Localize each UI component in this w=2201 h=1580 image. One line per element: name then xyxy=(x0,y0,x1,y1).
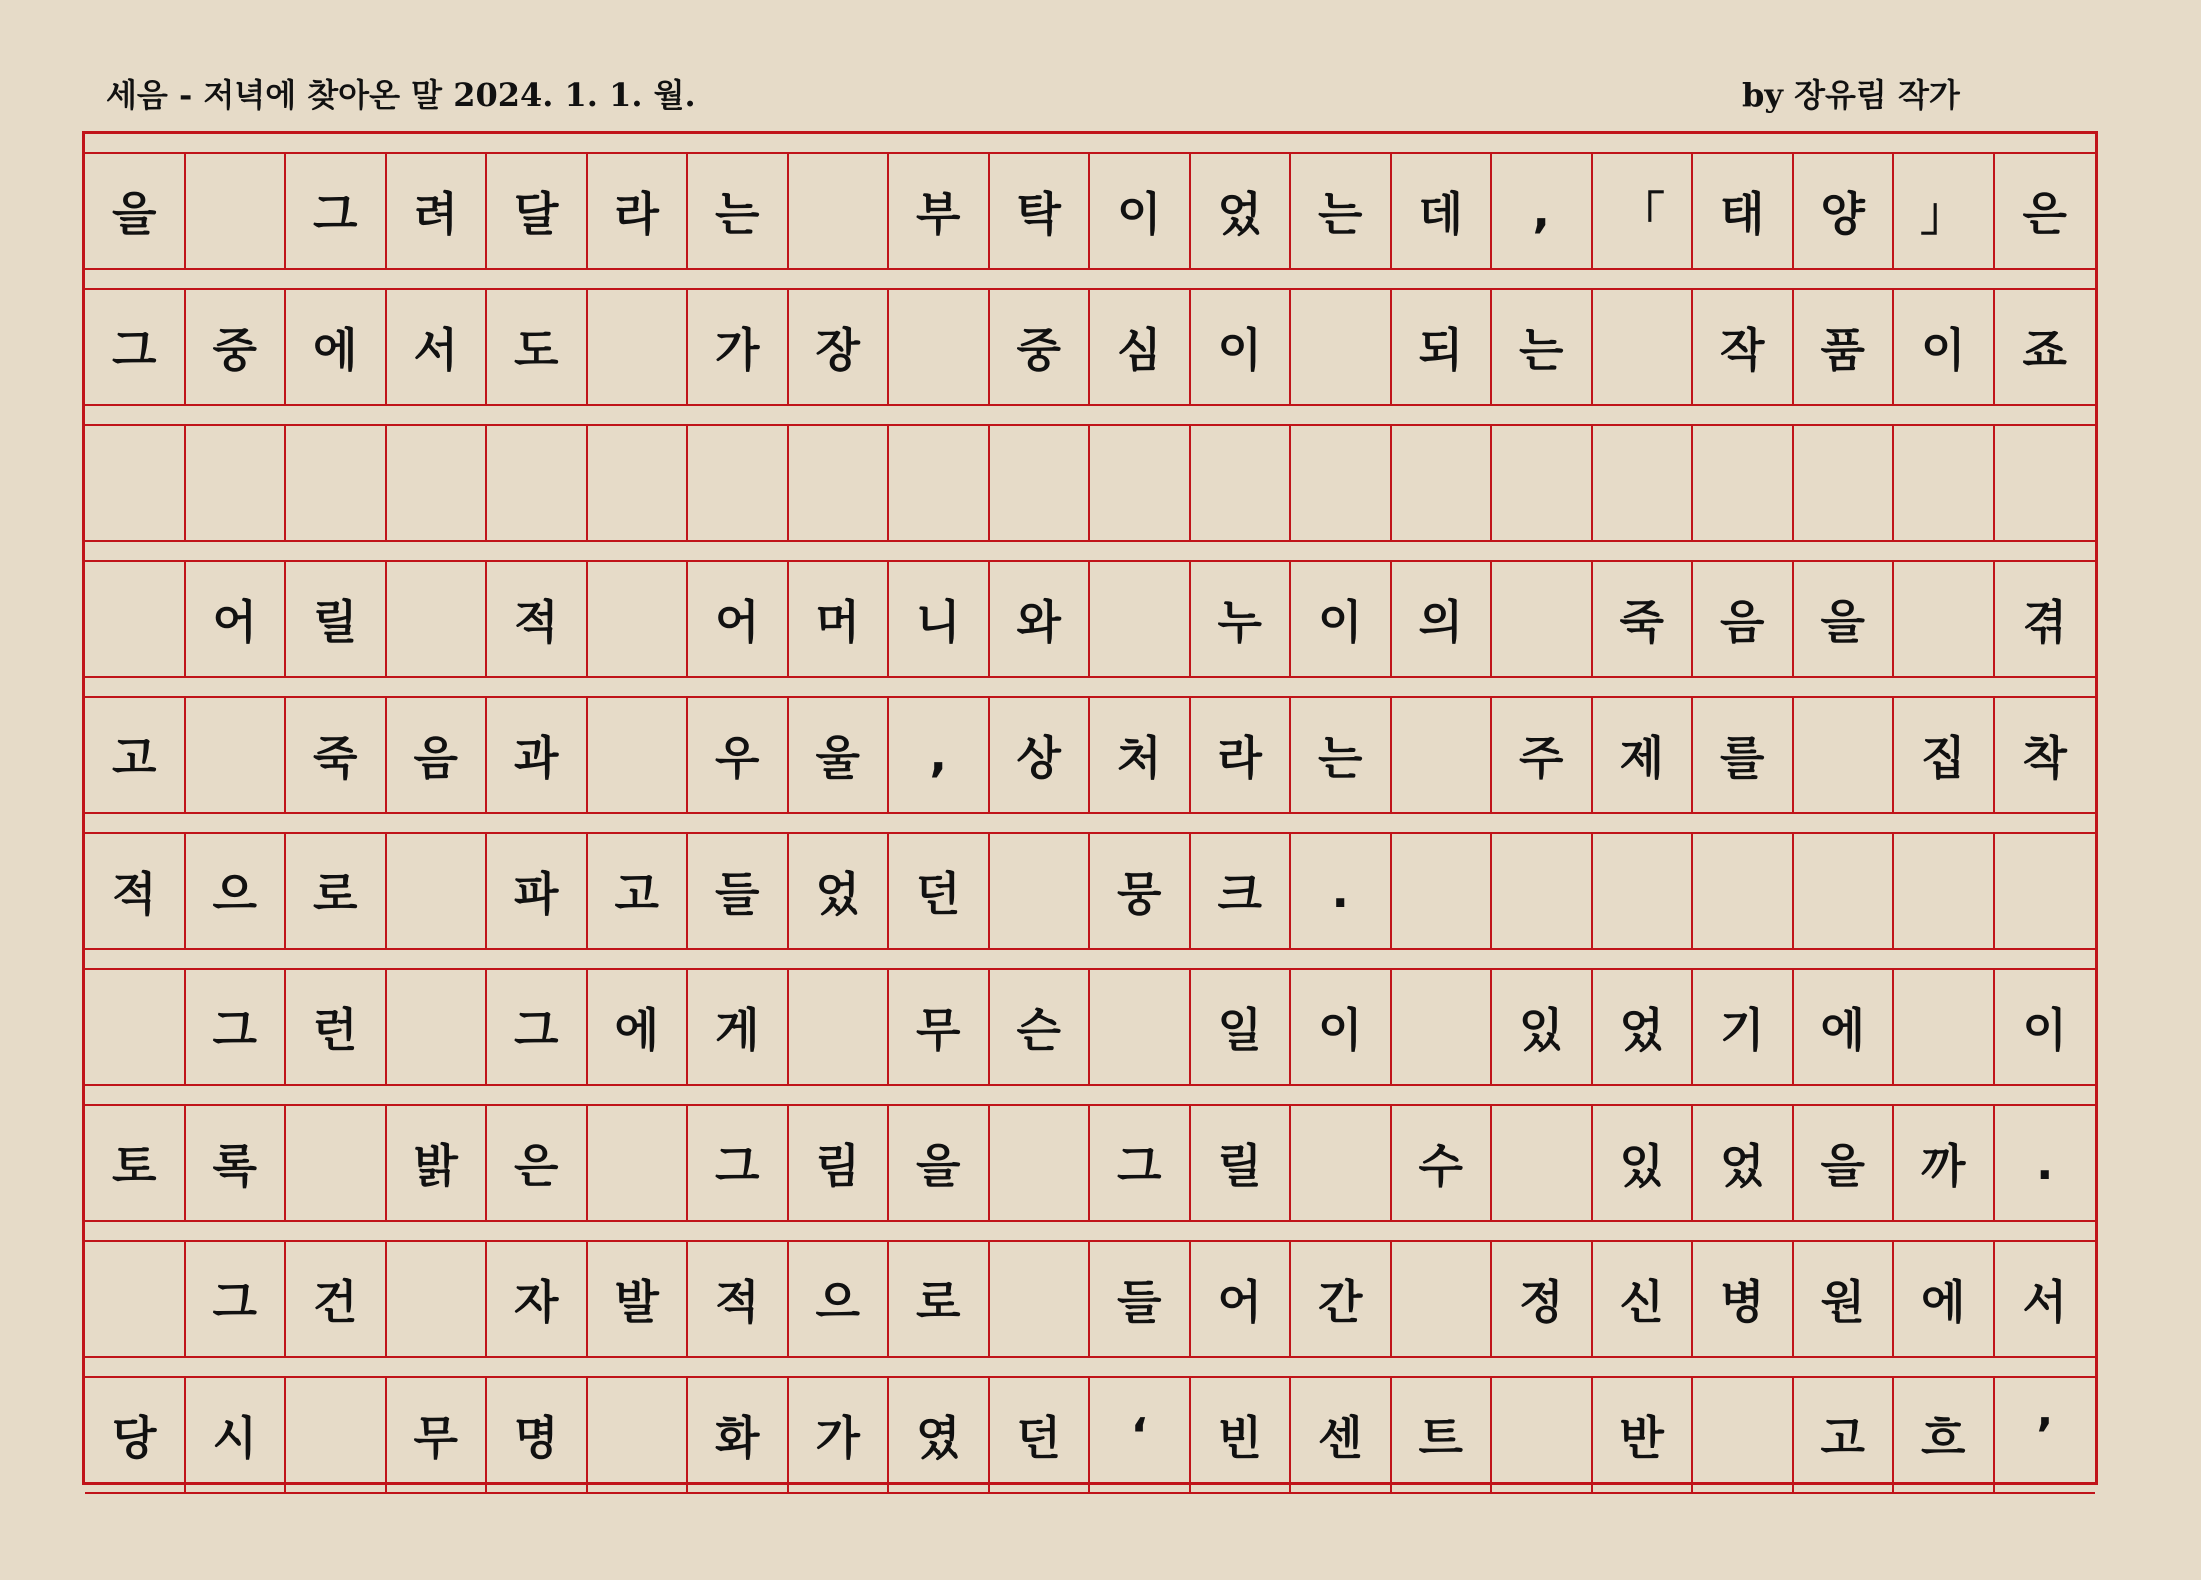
grid-cell xyxy=(889,426,990,540)
grid-cell xyxy=(990,1106,1091,1220)
grid-cell: 화 xyxy=(688,1378,789,1492)
grid-cell xyxy=(588,562,689,676)
grid-cell: 밝 xyxy=(387,1106,488,1220)
grid-cell xyxy=(1492,834,1593,948)
grid-cell xyxy=(588,1378,689,1492)
grid-cell: 려 xyxy=(387,154,488,268)
grid-cell xyxy=(1693,1378,1794,1492)
grid-cell xyxy=(85,562,186,676)
manuscript-row xyxy=(85,290,2095,406)
grid-cell xyxy=(1492,562,1593,676)
header-author: by 장유림 작가 xyxy=(1742,76,1960,114)
grid-cell xyxy=(1090,562,1191,676)
grid-cell: 서 xyxy=(2022,1275,2067,1329)
grid-cell: 으 xyxy=(789,1242,890,1356)
grid-cell xyxy=(588,426,689,540)
grid-cell xyxy=(889,290,990,404)
grid-cell: 록 xyxy=(186,1106,287,1220)
grid-cell: , xyxy=(889,698,990,812)
grid-cell xyxy=(85,426,186,540)
manuscript-row xyxy=(85,970,2095,1086)
row-gap xyxy=(85,1222,2095,1242)
grid-cell xyxy=(1392,426,1493,540)
grid-cell: 음 xyxy=(387,698,488,812)
grid-cell: 을 xyxy=(889,1106,990,1220)
grid-cell xyxy=(85,1242,186,1356)
grid-cell xyxy=(487,426,588,540)
grid-cell: 은 xyxy=(487,1106,588,1220)
grid-cell: 는 xyxy=(1492,290,1593,404)
grid-cell: 누 xyxy=(1191,562,1292,676)
row-gap xyxy=(85,270,2095,290)
grid-cell xyxy=(387,426,488,540)
row-gap xyxy=(85,406,2095,426)
grid-cell xyxy=(1693,834,1794,948)
manuscript-row xyxy=(85,698,2095,814)
grid-cell: 와 xyxy=(990,562,1091,676)
grid-cell: 었 xyxy=(1593,970,1694,1084)
grid-cell: 어 xyxy=(186,562,287,676)
grid-cell: 상 xyxy=(990,698,1091,812)
grid-cell: 어 xyxy=(688,562,789,676)
grid-cell: 뭉 xyxy=(1090,834,1191,948)
grid-cell: 건 xyxy=(286,1242,387,1356)
grid-cell: 기 xyxy=(1693,970,1794,1084)
manuscript-row xyxy=(85,1378,2095,1494)
grid-cell: 」 xyxy=(1894,154,1995,268)
grid-cell: 명 xyxy=(487,1378,588,1492)
grid-cell xyxy=(1492,1378,1593,1492)
grid-cell: 적 xyxy=(85,834,186,948)
grid-cell: 는 xyxy=(688,154,789,268)
grid-cell xyxy=(1392,834,1493,948)
grid-cell: 었 xyxy=(789,834,890,948)
grid-cell xyxy=(1191,426,1292,540)
grid-cell: 에 xyxy=(286,290,387,404)
grid-cell: 었 xyxy=(1191,154,1292,268)
grid-cell xyxy=(1894,426,1995,540)
grid-cell: 무 xyxy=(387,1378,488,1492)
grid-cell: 었 xyxy=(1693,1106,1794,1220)
grid-cell: 도 xyxy=(487,290,588,404)
grid-cell xyxy=(1693,426,1794,540)
grid-cell: 이 xyxy=(1191,290,1292,404)
grid-cell xyxy=(688,426,789,540)
grid-cell: 과 xyxy=(487,698,588,812)
grid-cell: 에 xyxy=(1794,970,1895,1084)
grid-cell xyxy=(1392,970,1493,1084)
grid-cell xyxy=(1894,562,1995,676)
grid-cell: ’ xyxy=(2036,1408,2054,1462)
grid-cell xyxy=(1894,834,1995,948)
grid-cell: 고 xyxy=(1794,1378,1895,1492)
grid-cell: 일 xyxy=(1191,970,1292,1084)
grid-cell: 그 xyxy=(1090,1106,1191,1220)
grid-cell: 으 xyxy=(186,834,287,948)
manuscript-row xyxy=(85,426,2095,542)
grid-cell: 중 xyxy=(990,290,1091,404)
grid-cell: 품 xyxy=(1794,290,1895,404)
grid-cell xyxy=(1291,426,1392,540)
grid-cell: 그 xyxy=(286,154,387,268)
grid-cell: 간 xyxy=(1291,1242,1392,1356)
grid-cell: 은 xyxy=(2022,187,2067,241)
grid-cell: 어 xyxy=(1191,1242,1292,1356)
grid-cell xyxy=(286,426,387,540)
grid-cell: 릴 xyxy=(286,562,387,676)
grid-cell: 겪 xyxy=(2022,595,2067,649)
grid-cell: 의 xyxy=(1392,562,1493,676)
manuscript-row xyxy=(85,1106,2095,1222)
grid-cell: 시 xyxy=(186,1378,287,1492)
grid-cell xyxy=(286,1378,387,1492)
grid-cell: 토 xyxy=(85,1106,186,1220)
grid-cell: 죠 xyxy=(2022,323,2067,377)
grid-cell: 를 xyxy=(1693,698,1794,812)
grid-cell: 수 xyxy=(1392,1106,1493,1220)
grid-cell: 림 xyxy=(789,1106,890,1220)
grid-cell xyxy=(186,698,287,812)
grid-cell: 죽 xyxy=(286,698,387,812)
grid-cell: 부 xyxy=(889,154,990,268)
grid-cell xyxy=(1392,698,1493,812)
grid-cell: 그 xyxy=(487,970,588,1084)
grid-cell: 파 xyxy=(487,834,588,948)
grid-cell: 처 xyxy=(1090,698,1191,812)
grid-cell xyxy=(1291,1106,1392,1220)
grid-cell xyxy=(387,970,488,1084)
grid-cell xyxy=(588,290,689,404)
grid-cell: 까 xyxy=(1894,1106,1995,1220)
grid-cell: 심 xyxy=(1090,290,1191,404)
grid-cell xyxy=(1090,426,1191,540)
grid-cell: , xyxy=(1492,154,1593,268)
grid-cell: 있 xyxy=(1492,970,1593,1084)
grid-cell: 고 xyxy=(588,834,689,948)
grid-cell: 있 xyxy=(1593,1106,1694,1220)
grid-cell: 제 xyxy=(1593,698,1694,812)
grid-cell: 에 xyxy=(588,970,689,1084)
grid-cell: 가 xyxy=(688,290,789,404)
grid-cell: 집 xyxy=(1894,698,1995,812)
grid-cell: 라 xyxy=(1191,698,1292,812)
grid-cell: 음 xyxy=(1693,562,1794,676)
grid-cell: 죽 xyxy=(1593,562,1694,676)
grid-cell: 센 xyxy=(1291,1378,1392,1492)
grid-cell: 달 xyxy=(487,154,588,268)
grid-cell: 던 xyxy=(990,1378,1091,1492)
grid-cell: 이 xyxy=(1090,154,1191,268)
row-gap xyxy=(85,1086,2095,1106)
grid-cell: 는 xyxy=(1291,698,1392,812)
grid-cell: 무 xyxy=(889,970,990,1084)
grid-cell: 반 xyxy=(1593,1378,1694,1492)
grid-cell: 들 xyxy=(688,834,789,948)
grid-cell: 빈 xyxy=(1191,1378,1292,1492)
grid-cell: 게 xyxy=(688,970,789,1084)
grid-cell xyxy=(1593,834,1694,948)
grid-cell: 신 xyxy=(1593,1242,1694,1356)
grid-cell xyxy=(1492,1106,1593,1220)
grid-cell: 던 xyxy=(889,834,990,948)
row-gap xyxy=(85,1358,2095,1378)
manuscript-row xyxy=(85,562,2095,678)
grid-cell: 을 xyxy=(1794,1106,1895,1220)
grid-cell: 이 xyxy=(1291,562,1392,676)
grid-cell xyxy=(789,154,890,268)
grid-cell xyxy=(186,426,287,540)
grid-cell xyxy=(186,154,287,268)
grid-cell: 크 xyxy=(1191,834,1292,948)
grid-cell xyxy=(387,834,488,948)
grid-cell: 태 xyxy=(1693,154,1794,268)
grid-cell: . xyxy=(1291,834,1392,948)
grid-cell: . xyxy=(2036,1136,2054,1190)
grid-cell: 자 xyxy=(487,1242,588,1356)
grid-cell: 그 xyxy=(688,1106,789,1220)
grid-cell: 「 xyxy=(1593,154,1694,268)
grid-cell xyxy=(1392,1242,1493,1356)
grid-cell xyxy=(1794,834,1895,948)
grid-cell: 데 xyxy=(1392,154,1493,268)
grid-cell: 탁 xyxy=(990,154,1091,268)
row-gap xyxy=(85,134,2095,154)
grid-cell: ‘ xyxy=(1090,1378,1191,1492)
grid-cell xyxy=(1593,290,1694,404)
grid-cell: 발 xyxy=(588,1242,689,1356)
grid-cell xyxy=(286,1106,387,1220)
grid-cell: 라 xyxy=(588,154,689,268)
grid-cell: 정 xyxy=(1492,1242,1593,1356)
header-title: 세음 - 저녁에 찾아온 말 2024. 1. 1. 월. xyxy=(106,76,696,114)
grid-cell: 중 xyxy=(186,290,287,404)
grid-cell: 적 xyxy=(688,1242,789,1356)
grid-cell: 그 xyxy=(85,290,186,404)
grid-cell: 착 xyxy=(2022,731,2067,785)
grid-cell xyxy=(990,1242,1091,1356)
grid-cell: 이 xyxy=(1291,970,1392,1084)
grid-cell xyxy=(85,970,186,1084)
grid-cell: 로 xyxy=(286,834,387,948)
grid-cell: 이 xyxy=(1894,290,1995,404)
grid-cell xyxy=(588,1106,689,1220)
grid-cell: 울 xyxy=(789,698,890,812)
row-gap xyxy=(85,542,2095,562)
grid-cell xyxy=(387,1242,488,1356)
row-gap xyxy=(85,678,2095,698)
grid-cell: 양 xyxy=(1794,154,1895,268)
grid-cell xyxy=(789,426,890,540)
grid-cell: 당 xyxy=(85,1378,186,1492)
grid-cell: 였 xyxy=(889,1378,990,1492)
grid-cell xyxy=(387,562,488,676)
grid-cell: 을 xyxy=(85,154,186,268)
grid-cell xyxy=(1593,426,1694,540)
grid-cell: 서 xyxy=(387,290,488,404)
grid-cell xyxy=(1492,426,1593,540)
grid-cell xyxy=(1794,426,1895,540)
grid-cell xyxy=(1090,970,1191,1084)
grid-cell: 그 xyxy=(186,970,287,1084)
manuscript-row xyxy=(85,154,2095,270)
grid-cell: 흐 xyxy=(1894,1378,1995,1492)
grid-cell: 에 xyxy=(1894,1242,1995,1356)
grid-cell: 이 xyxy=(2022,1003,2067,1057)
grid-cell: 원 xyxy=(1794,1242,1895,1356)
grid-cell xyxy=(1291,290,1392,404)
row-gap xyxy=(85,950,2095,970)
grid-cell xyxy=(990,426,1091,540)
grid-cell xyxy=(588,698,689,812)
grid-cell: 되 xyxy=(1392,290,1493,404)
grid-cell: 머 xyxy=(789,562,890,676)
grid-cell xyxy=(1794,698,1895,812)
grid-cell xyxy=(990,834,1091,948)
grid-cell: 로 xyxy=(889,1242,990,1356)
grid-cell: 을 xyxy=(1794,562,1895,676)
grid-cell: 작 xyxy=(1693,290,1794,404)
grid-cell: 그 xyxy=(186,1242,287,1356)
grid-cell: 우 xyxy=(688,698,789,812)
grid-cell: 트 xyxy=(1392,1378,1493,1492)
manuscript-sheet xyxy=(82,131,2098,1485)
manuscript-row xyxy=(85,1242,2095,1358)
grid-cell: 장 xyxy=(789,290,890,404)
grid-cell: 적 xyxy=(487,562,588,676)
grid-cell: 릴 xyxy=(1191,1106,1292,1220)
grid-cell: 런 xyxy=(286,970,387,1084)
grid-cell xyxy=(1995,834,2096,948)
grid-cell xyxy=(789,970,890,1084)
row-gap xyxy=(85,814,2095,834)
grid-cell: 들 xyxy=(1090,1242,1191,1356)
grid-cell: 주 xyxy=(1492,698,1593,812)
grid-cell: 가 xyxy=(789,1378,890,1492)
grid-cell: 는 xyxy=(1291,154,1392,268)
grid-cell xyxy=(1894,970,1995,1084)
grid-cell: 슨 xyxy=(990,970,1091,1084)
grid-cell: 고 xyxy=(85,698,186,812)
grid-cell xyxy=(1995,426,2096,540)
grid-cell: 니 xyxy=(889,562,990,676)
manuscript-row xyxy=(85,834,2095,950)
grid-cell: 병 xyxy=(1693,1242,1794,1356)
